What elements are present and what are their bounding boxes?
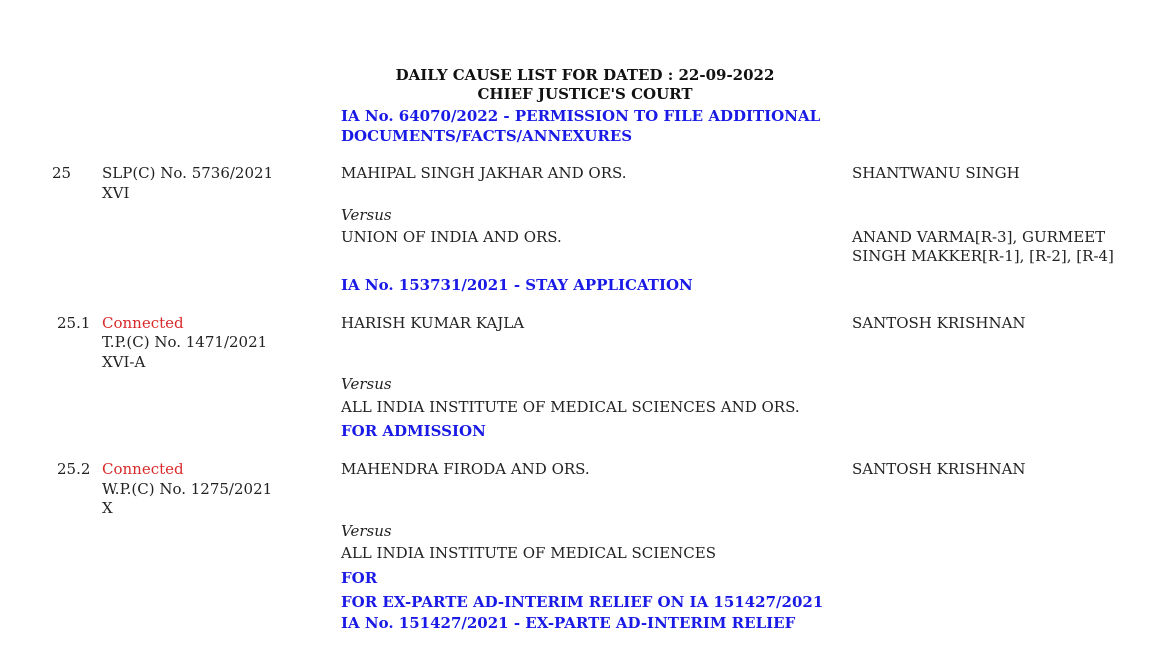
serial-number: 25.1	[57, 314, 91, 332]
ia-heading: IA No. 64070/2022 - PERMISSION TO FILE ADDITIONAL DOCUMENTS/FACTS/ANNEXURES	[341, 107, 821, 145]
case-number: T.P.(C) No. 1471/2021	[102, 333, 268, 351]
case-number: W.P.(C) No. 1275/2021	[102, 480, 273, 498]
petitioner-name: MAHENDRA FIRODA AND ORS.	[341, 460, 590, 478]
connected-status: Connected	[102, 314, 184, 332]
versus-label: Versus	[341, 522, 392, 540]
respondent-name: ALL INDIA INSTITUTE OF MEDICAL SCIENCES	[341, 544, 716, 562]
case-number: SLP(C) No. 5736/2021	[102, 164, 274, 182]
bench-code: XVI	[102, 184, 130, 202]
versus-label: Versus	[341, 375, 392, 393]
petitioner-name: MAHIPAL SINGH JAKHAR AND ORS.	[341, 164, 627, 182]
petitioner-advocate: SHANTWANU SINGH	[852, 164, 1020, 182]
court-name: CHIEF JUSTICE'S COURT	[477, 85, 693, 103]
connected-status: Connected	[102, 460, 184, 478]
versus-label: Versus	[341, 206, 392, 224]
bench-code: XVI-A	[102, 353, 146, 371]
serial-number: 25.2	[57, 460, 91, 478]
petitioner-advocate: SANTOSH KRISHNAN	[852, 460, 1026, 478]
respondent-name: ALL INDIA INSTITUTE OF MEDICAL SCIENCES AND ORS.	[341, 398, 800, 416]
case-note: FOR	[341, 569, 378, 587]
petitioner-advocate: SANTOSH KRISHNAN	[852, 314, 1026, 332]
respondent-advocate-line1: ANAND VARMA[R-3], GURMEET	[852, 228, 1106, 246]
case-note: IA No. 151427/2021 - EX-PARTE AD-INTERIM RELIEF	[341, 614, 796, 632]
case-note: IA No. 153731/2021 - STAY APPLICATION	[341, 276, 693, 294]
petitioner-name: HARISH KUMAR KAJLA	[341, 314, 525, 332]
case-note: FOR ADMISSION	[341, 422, 486, 440]
respondent-advocate-line2: SINGH MAKKER[R-1], [R-2], [R-4]	[852, 247, 1114, 265]
respondent-name: UNION OF INDIA AND ORS.	[341, 228, 562, 246]
cause-list-title: DAILY CAUSE LIST FOR DATED : 22-09-2022	[395, 66, 775, 84]
bench-code: X	[102, 499, 113, 517]
case-note: FOR EX-PARTE AD-INTERIM RELIEF ON IA 151427/2021	[341, 593, 824, 611]
serial-number: 25	[52, 164, 72, 182]
